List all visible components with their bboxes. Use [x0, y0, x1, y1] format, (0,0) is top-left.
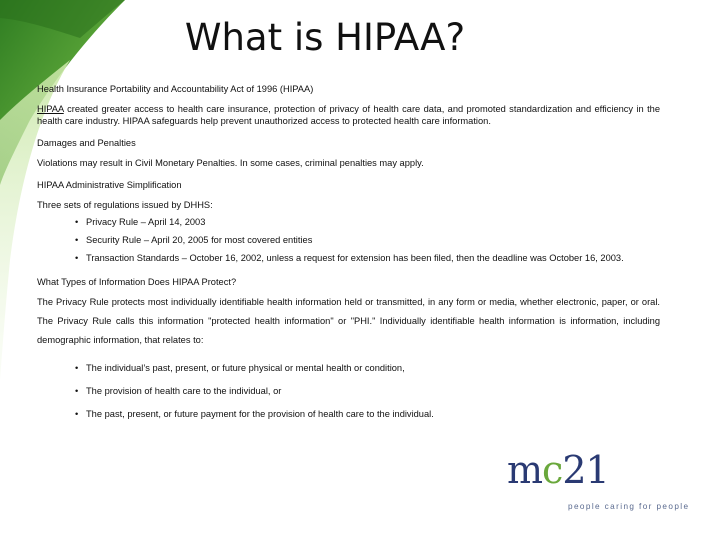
- list-item: • The individual’s past, present, or future physical or mental health or condition,: [75, 362, 660, 385]
- admin-heading: HIPAA Administrative Simplification: [37, 180, 182, 190]
- hipaa-abbrev: HIPAA: [37, 104, 64, 114]
- logo-wordmark: mc21: [507, 448, 609, 492]
- page-title: What is HIPAA?: [184, 16, 466, 59]
- list-item: • Transaction Standards – October 16, 2002, unless a request for extension has been filed, then the deadline was October 16, 2003.: [75, 252, 660, 270]
- protect-heading: What Types of Information Does HIPAA Protect?: [37, 277, 237, 287]
- list-item: • Security Rule – April 20, 2005 for most covered entities: [75, 234, 660, 252]
- mc21-logo: [507, 448, 690, 514]
- admin-list: [37, 216, 660, 270]
- intro-paragraph: [37, 103, 660, 127]
- list-item: • Privacy Rule – April 14, 2003: [75, 216, 660, 234]
- list-item: • The past, present, or future payment for the provision of health care to the individual.: [75, 408, 660, 431]
- admin-intro: Three sets of regulations issued by DHHS:: [37, 200, 213, 210]
- list-item: • The provision of health care to the individual, or: [75, 385, 660, 408]
- intro-heading: Health Insurance Portability and Accountability Act of 1996 (HIPAA): [37, 84, 314, 94]
- protect-body: The Privacy Rule protects most individually identifiable health information held or transmitted, in any form or media, whether electronic, paper, or oral. The Privacy Rule calls this information "protected health information" or "PHI." Individually identifiable health information is information, including demographic information, that relates to:: [37, 297, 660, 345]
- logo-tagline: people caring for people: [568, 502, 690, 511]
- protect-list: [37, 362, 660, 431]
- damages-body: Violations may result in Civil Monetary Penalties. In some cases, criminal penalties may apply.: [37, 158, 424, 168]
- content-body: [37, 83, 660, 431]
- damages-heading: Damages and Penalties: [37, 138, 136, 148]
- intro-body: created greater access to health care insurance, protection of privacy of health care data, and promoted standardization and efficiency in the health care industry. HIPAA safeguards help prevent unauthorized access to protected health care information.: [37, 104, 660, 126]
